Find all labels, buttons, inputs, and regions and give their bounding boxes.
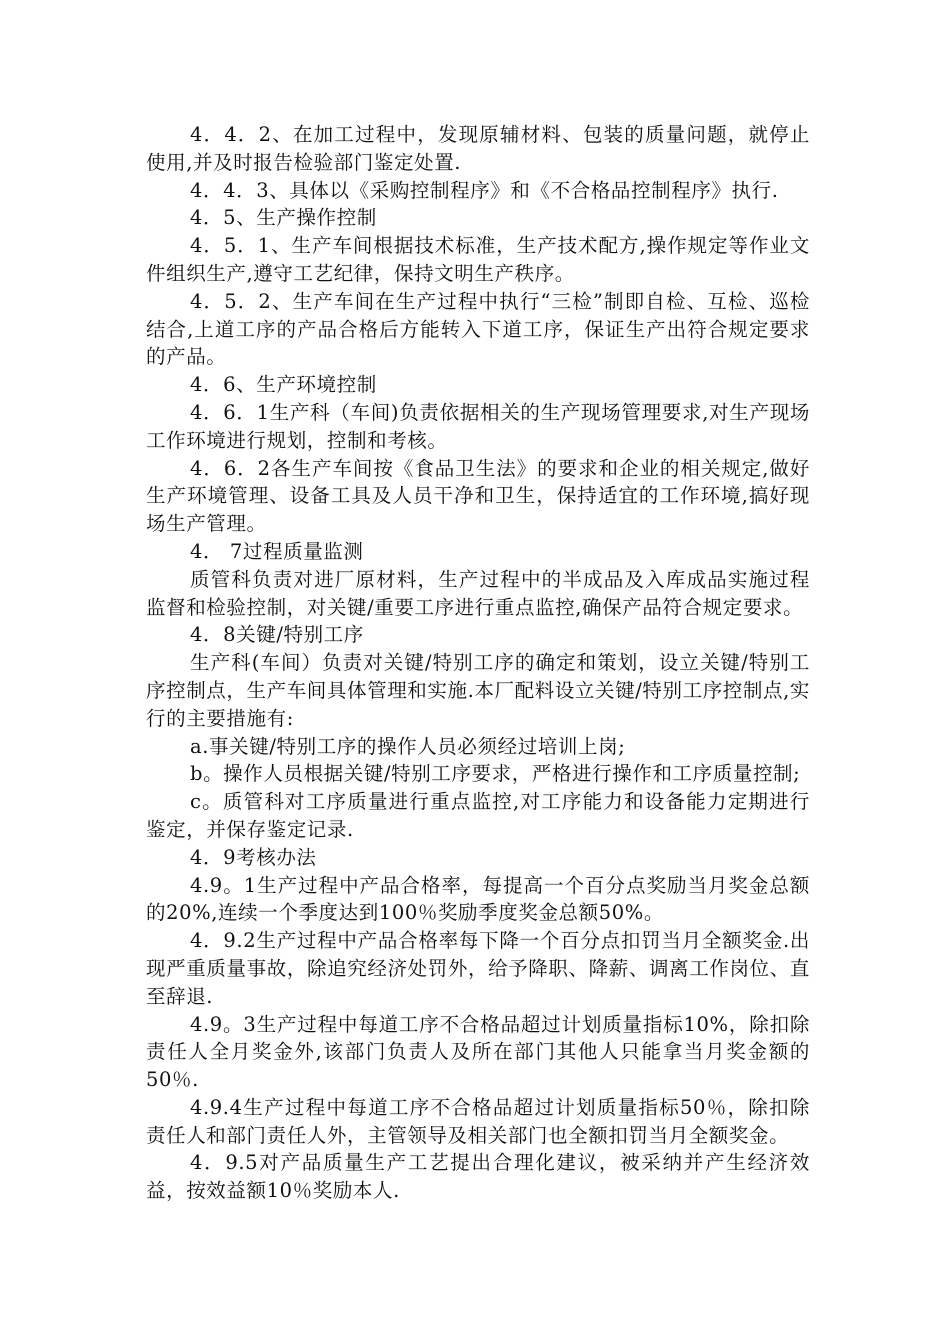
list-item-b: b。操作人员根据关键/特别工序要求，严格进行操作和工序质量控制; <box>190 762 801 786</box>
list-item-c: c。质管科对工序质量进行重点监控,对工序能力和设备能力定期进行鉴定，并保存鉴定记录. <box>146 790 810 841</box>
paragraph-4-9-1: 4.9。1生产过程中产品合格率，每提高一个百分点奖励当月奖金总额的20%,连续一个季度达到100％奖励季度奖金总额50%。 <box>146 873 810 925</box>
paragraph-4-7-body: 质管科负责对进厂原材料，生产过程中的半成品及入库成品实施过程监督和检验控制，对关键/重要工序进行重点监控,确保产品符合规定要求。 <box>146 567 810 619</box>
paragraph-4-9-4: 4.9.4生产过程中每道工序不合格品超过计划质量指标50％，除扣除责任人和部门责任人外，主管领导及相关部门也全额扣罚当月全额奖金。 <box>146 1095 810 1147</box>
paragraph-4-6-2: 4．6．2各生产车间按《食品卫生法》的要求和企业的相关规定,做好生产环境管理、设备工具及人员干净和卫生，保持适宜的工作环境,搞好现场生产管理。 <box>146 456 810 536</box>
paragraph-4-9-3: 4.9。3生产过程中每道工序不合格品超过计划质量指标10%，除扣除责任人全月奖金外,该部门负责人及所在部门其他人只能拿当月奖金额的50％. <box>146 1012 810 1092</box>
document-body <box>146 121 810 1205</box>
heading-4-9: 4．9考核办法 <box>190 845 317 869</box>
paragraph-4-6-1: 4．6．1生产科（车间)负责依据相关的生产现场管理要求,对生产现场工作环境进行规划，控制和考核。 <box>146 400 810 452</box>
paragraph-4-9-5: 4．9.5对产品质量生产工艺提出合理化建议，被采纳并产生经济效益，按效益额10％奖励本人. <box>146 1151 810 1203</box>
paragraph-4-9-2: 4．9.2生产过程中产品合格率每下降一个百分点扣罚当月全额奖金.出现严重质量事故，除追究经济处罚外，给予降职、降薪、调离工作岗位、直至辞退. <box>146 929 810 1008</box>
heading-4-6: 4．6、生产环境控制 <box>190 373 377 397</box>
heading-4-7: 4． 7过程质量监测 <box>190 539 364 563</box>
heading-4-5: 4．5、生产操作控制 <box>190 206 377 230</box>
paragraph-4-5-1: 4．5．1、生产车间根据技术标准，生产技术配方,操作规定等作业文件组织生产,遵守工艺纪律，保持文明生产秩序。 <box>146 234 810 285</box>
paragraph-4-4-2: 4．4．2、在加工过程中，发现原辅材料、包装的质量问题，就停止使用,并及时报告检验部门鉴定处置. <box>146 123 810 174</box>
paragraph-4-8-body: 生产科(车间）负责对关键/特别工序的确定和策划，设立关键/特别工序控制点，生产车间具体管理和实施.本厂配料设立关键/特别工序控制点,实行的主要措施有: <box>146 651 810 730</box>
paragraph-4-4-3: 4．4．3、具体以《采购控制程序》和《不合格品控制程序》执行. <box>190 178 779 202</box>
paragraph-4-5-2: 4．5．2、生产车间在生产过程中执行“三检”制即自检、互检、巡检结合,上道工序的产品合格后方能转入下道工序，保证生产出符合规定要求的产品。 <box>146 289 810 369</box>
heading-4-8: 4．8关键/特别工序 <box>190 623 364 647</box>
list-item-a: a.事关键/特别工序的操作人员必须经过培训上岗; <box>190 734 626 758</box>
